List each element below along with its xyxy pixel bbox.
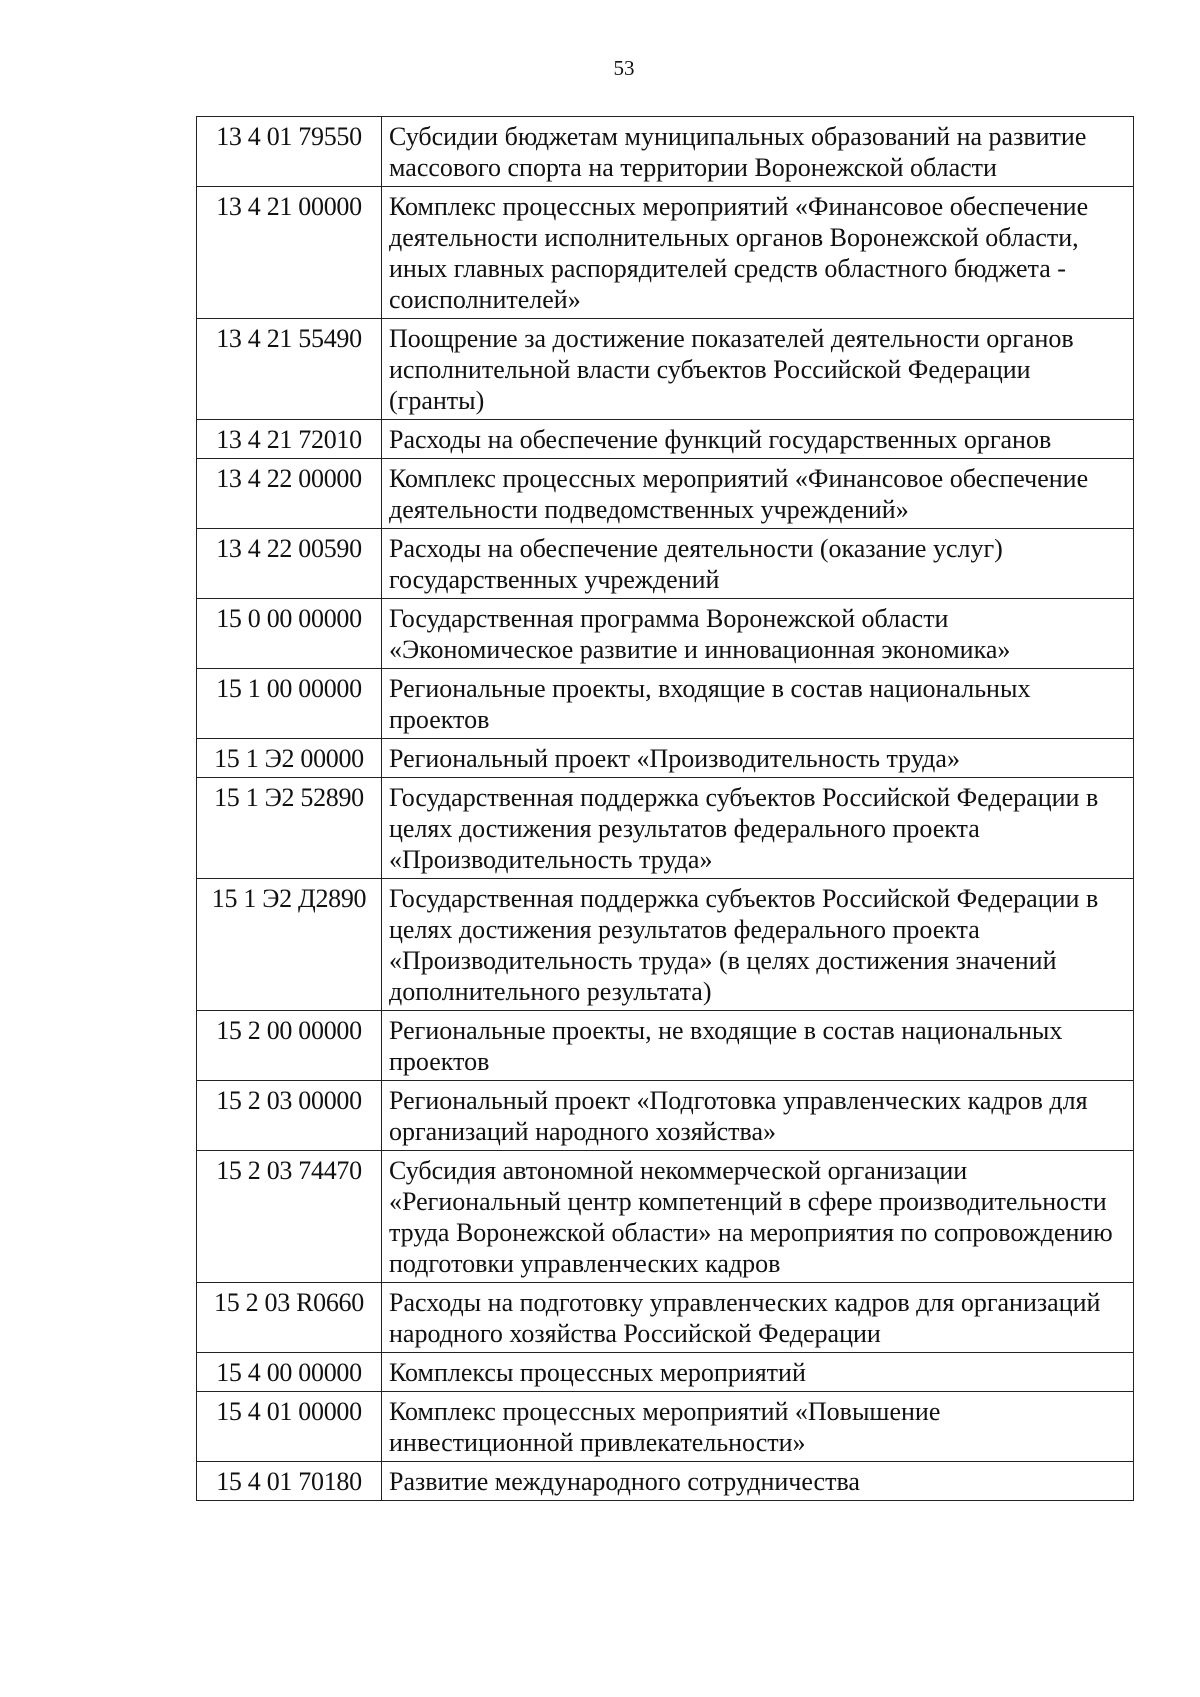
- row-name: Региональный проект «Производительность труда»: [382, 739, 1134, 778]
- table-row: [197, 117, 1134, 187]
- row-code: 15 4 00 00000: [197, 1353, 382, 1392]
- row-name: Региональные проекты, входящие в состав национальных проектов: [382, 669, 1134, 739]
- budget-classification-table: [196, 116, 1134, 1501]
- row-name: Поощрение за достижение показателей деятельности органов исполнительной власти субъектов Российской Федерации (гранты): [382, 319, 1134, 420]
- table-row: [197, 529, 1134, 599]
- table-row: [197, 1283, 1134, 1353]
- row-name: Расходы на обеспечение функций государственных органов: [382, 420, 1134, 459]
- page-number: 53: [613, 56, 635, 80]
- row-code: 15 4 01 70180: [197, 1462, 382, 1501]
- row-code: 13 4 22 00000: [197, 459, 382, 529]
- row-code: 15 2 03 R0660: [197, 1283, 382, 1353]
- table-row: [197, 669, 1134, 739]
- row-code: 13 4 21 72010: [197, 420, 382, 459]
- row-code: 15 2 00 00000: [197, 1011, 382, 1081]
- row-name: Государственная поддержка субъектов Российской Федерации в целях достижения результатов федерального проекта «Производительность труда»: [382, 778, 1134, 879]
- row-code: 15 2 03 00000: [197, 1081, 382, 1151]
- row-name: Комплексы процессных мероприятий: [382, 1353, 1134, 1392]
- row-code: 13 4 21 55490: [197, 319, 382, 420]
- table-row: [197, 1011, 1134, 1081]
- row-name: Субсидия автономной некоммерческой организации «Региональный центр компетенций в сфере производительности труда Воронежской области» на мероприятия по сопровождению подготовки управленческих кадров: [382, 1151, 1134, 1283]
- row-name: Расходы на подготовку управленческих кадров для организаций народного хозяйства Российской Федерации: [382, 1283, 1134, 1353]
- row-code: 13 4 22 00590: [197, 529, 382, 599]
- row-code: 13 4 01 79550: [197, 117, 382, 187]
- row-code: 13 4 21 00000: [197, 187, 382, 319]
- row-name: Региональные проекты, не входящие в состав национальных проектов: [382, 1011, 1134, 1081]
- row-name: Региональный проект «Подготовка управленческих кадров для организаций народного хозяйства»: [382, 1081, 1134, 1151]
- table-row: [197, 1462, 1134, 1501]
- table-row: [197, 1081, 1134, 1151]
- row-name: Комплекс процессных мероприятий «Повышение инвестиционной привлекательности»: [382, 1392, 1134, 1462]
- table-row: [197, 319, 1134, 420]
- row-code: 15 1 Э2 Д2890: [197, 879, 382, 1011]
- row-code: 15 4 01 00000: [197, 1392, 382, 1462]
- row-code: 15 0 00 00000: [197, 599, 382, 669]
- row-name: Комплекс процессных мероприятий «Финансовое обеспечение деятельности подведомственных учреждений»: [382, 459, 1134, 529]
- table-row: [197, 1151, 1134, 1283]
- row-name: Развитие международного сотрудничества: [382, 1462, 1134, 1501]
- table-row: [197, 739, 1134, 778]
- row-code: 15 1 Э2 00000: [197, 739, 382, 778]
- row-name: Субсидии бюджетам муниципальных образований на развитие массового спорта на территории Воронежской области: [382, 117, 1134, 187]
- row-code: 15 1 Э2 52890: [197, 778, 382, 879]
- row-code: 15 1 00 00000: [197, 669, 382, 739]
- row-name: Государственная программа Воронежской области «Экономическое развитие и инновационная экономика»: [382, 599, 1134, 669]
- table-row: [197, 879, 1134, 1011]
- table-row: [197, 778, 1134, 879]
- row-name: Комплекс процессных мероприятий «Финансовое обеспечение деятельности исполнительных органов Воронежской области, иных главных распорядителей средств областного бюджета - соисполнителей»: [382, 187, 1134, 319]
- table-row: [197, 1353, 1134, 1392]
- table-row: [197, 1392, 1134, 1462]
- table-row: [197, 420, 1134, 459]
- table-row: [197, 459, 1134, 529]
- row-name: Государственная поддержка субъектов Российской Федерации в целях достижения результатов федерального проекта «Производительность труда» (в целях достижения значений дополнительного результата): [382, 879, 1134, 1011]
- table-row: [197, 187, 1134, 319]
- row-code: 15 2 03 74470: [197, 1151, 382, 1283]
- row-name: Расходы на обеспечение деятельности (оказание услуг) государственных учреждений: [382, 529, 1134, 599]
- table-row: [197, 599, 1134, 669]
